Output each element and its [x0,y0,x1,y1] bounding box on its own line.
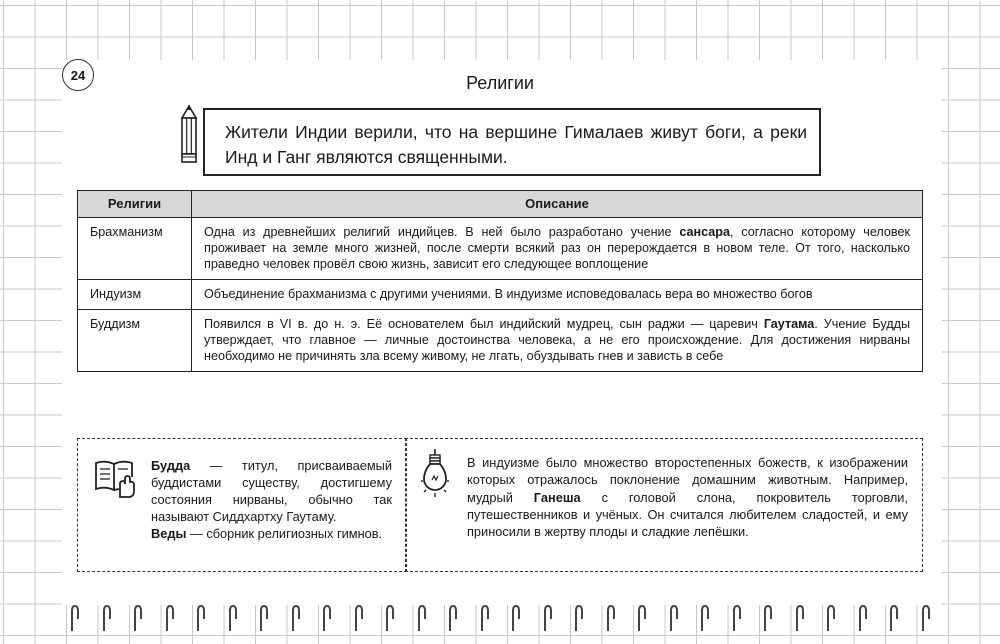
religion-description: Появился в VI в. до н. э. Её основателем был индийский мудрец, сын раджи — царевич Гаутама. Учение Будды утверждает, что главное — личные достоинства человека, а не его происхождение. Для достижения нирваны необходимо не причинять зла всему живому, не лгать, обуздывать гнев и зависть в себе [192,310,923,372]
header-religions: Религии [78,191,192,218]
spiral-ring [669,605,679,631]
spiral-ring [606,605,616,631]
spiral-ring [511,605,521,631]
table-row [78,310,923,372]
def-buddha: — титул, присваиваемый буддистами существу, достигшему состояния нирваны, обычно так называют Сиддхартху Гаутаму. [151,458,392,524]
religion-description: Одна из древнейших религий индийцев. В ней было разработано учение сансара, согласно которому человек проживает на земле много жизней, после смерти всякий раз он перерождается в новом теле. От того, насколько праведно человек провёл свою жизнь, зависит его следующее воплощение [192,218,923,280]
table-row [78,280,923,310]
religion-description: Объединение брахманизма с другими учениями. В индуизме исповедовалась вера во множество богов [192,280,923,310]
spiral-ring [574,605,584,631]
spiral-ring [763,605,773,631]
spiral-ring [259,605,269,631]
religion-name: Брахманизм [78,218,192,280]
religion-name: Буддизм [78,310,192,372]
page-title: Религии [466,73,534,93]
glossary-text [151,457,392,542]
spiral-ring [480,605,490,631]
spiral-binding [62,605,942,644]
spiral-ring [133,605,143,631]
spiral-ring [637,605,647,631]
spiral-ring [700,605,710,631]
spiral-ring [228,605,238,631]
spiral-ring [291,605,301,631]
pencil-icon [176,104,202,164]
table-header-row [78,191,923,218]
spiral-ring [417,605,427,631]
lightbulb-icon [421,449,449,499]
page-number-text: 24 [70,67,86,83]
spiral-ring [448,605,458,631]
spiral-ring [921,605,931,631]
religions-table [77,190,923,372]
religion-name: Индуизм [78,280,192,310]
term-buddha: Будда [151,458,191,473]
header-description: Описание [192,191,923,218]
fact-text: В индуизме было множество второстепенных божеств, к изображении которых отражалось поклонение домашним животным. Например, мудрый Ганеша с головой слона, покровитель торговли, путешественников и учёных. Он считался любителем сладостей, и ему приносили в жертву плоды и сладкие лепёшки. [467,455,908,540]
spiral-ring [385,605,395,631]
book-hand-icon [93,457,137,499]
spiral-ring [102,605,112,631]
spiral-ring [732,605,742,631]
spiral-ring [826,605,836,631]
def-vedas: — сборник религиозных гимнов. [186,526,383,541]
spiral-ring [354,605,364,631]
spiral-ring [889,605,899,631]
spiral-ring [165,605,175,631]
intro-text: Жители Индии верили, что на вершине Гималаев живут боги, а реки Инд и Ганг являются священными. [225,122,807,167]
spiral-ring [543,605,553,631]
intro-callout [203,108,821,176]
spiral-ring [196,605,206,631]
spiral-ring [858,605,868,631]
spiral-ring [795,605,805,631]
highlight-ganesha: Ганеша [533,489,581,505]
glossary-box [77,438,407,572]
term-vedas: Веды [151,526,187,541]
spiral-ring [70,605,80,631]
spiral-ring [322,605,332,631]
table-row [78,218,923,280]
fact-box [405,438,923,572]
